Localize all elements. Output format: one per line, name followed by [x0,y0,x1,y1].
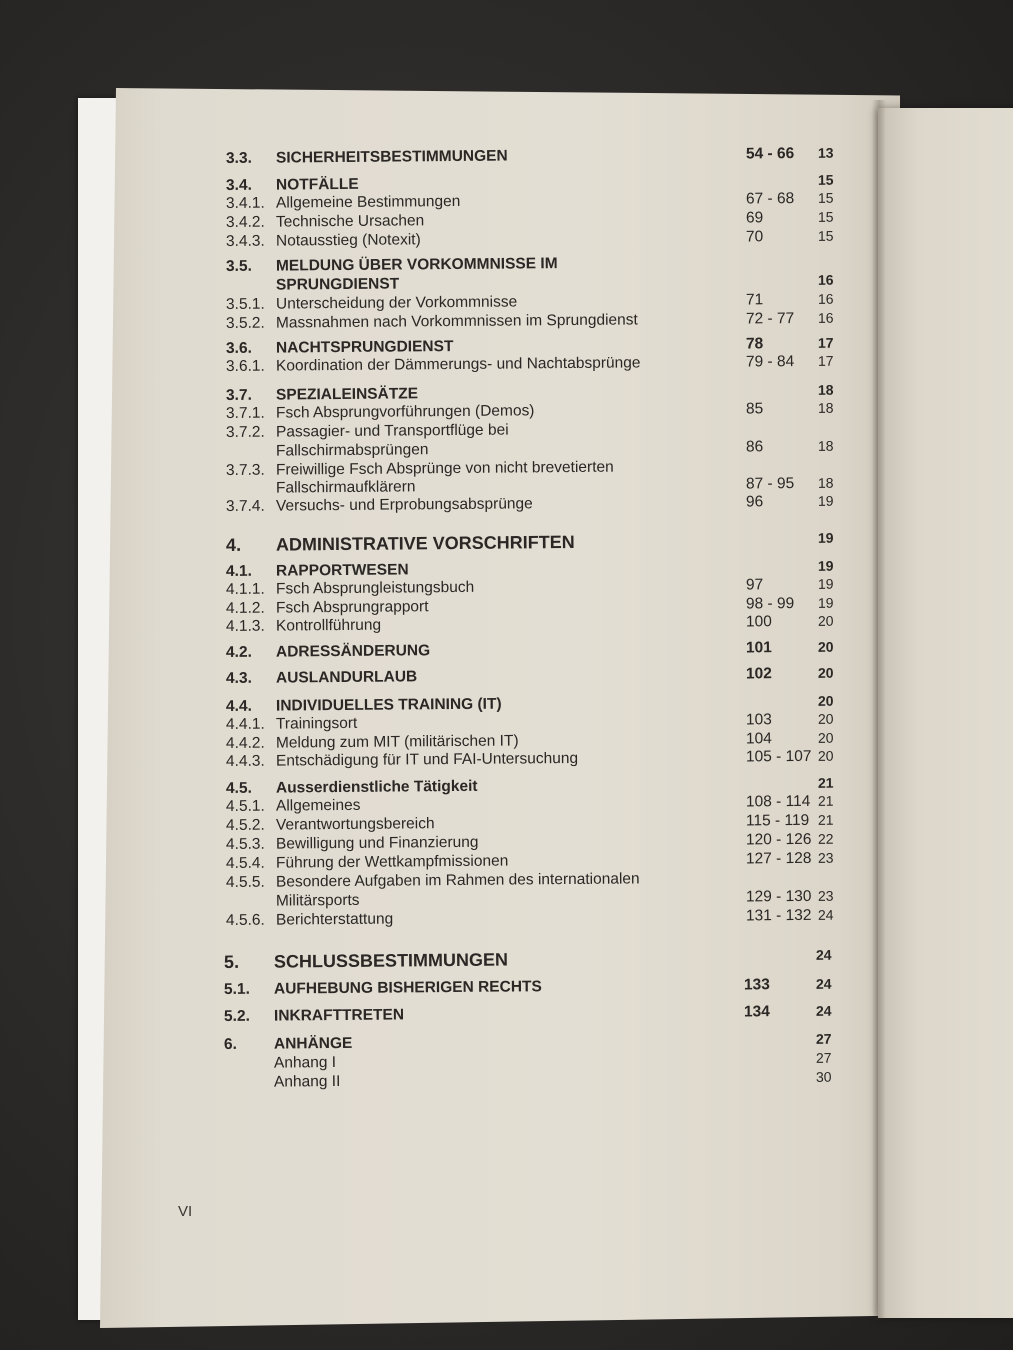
toc-entry [226,639,846,664]
toc-page: 19 [817,492,834,509]
toc-page: 19 [817,575,834,592]
toc-title: Versuchs- und Erprobungsabsprünge [275,495,533,515]
toc-entry [226,228,846,253]
toc-title: SCHLUSSBESTIMMUNGEN [273,949,509,972]
toc-title: Fallschirmaufklärern [275,478,416,497]
toc-section-range: 72 - 77 [745,310,795,328]
toc-page: 15 [817,208,834,225]
toc-page: 13 [817,144,834,161]
toc-entry [226,665,846,690]
toc-entry [226,493,846,518]
toc-title: Ausserdienstliche Tätigkeit [275,777,478,797]
toc-title: Koordination der Dämmerungs- und Nachtabsprünge [275,354,641,375]
toc-section-range: 85 [745,400,764,418]
toc-title: Passagier- und Transportflüge bei [275,421,509,441]
toc-number: 4.5.2. [225,816,265,834]
toc-page: 20 [817,729,834,746]
toc-title: AUFHEBUNG BISHERIGEN RECHTS [273,978,542,998]
toc-number: 4.5.4. [225,854,265,872]
toc-entry [226,353,846,378]
toc-title: Fsch Absprungleistungsbuch [275,578,475,598]
toc-section-range: 100 [745,613,772,631]
toc-page: 16 [817,309,834,326]
toc-title: NACHTSPRUNGDIENST [275,338,454,357]
toc-number: 4.3. [225,669,252,687]
page-number: VI [178,1203,193,1220]
toc-title: SPEZIALEINSÄTZE [275,385,419,404]
toc-number: 4.4.2. [225,734,265,752]
toc-number: 3.4.1. [225,194,265,212]
toc-page: 17 [817,334,834,351]
toc-title: Berichterstattung [275,910,394,929]
toc-title: Technische Ursachen [275,212,425,231]
toc-number: 4.4. [225,697,252,715]
toc-section-range: 134 [743,1003,770,1021]
toc-page: 18 [817,474,834,491]
toc-number: 3.4.3. [225,232,265,250]
toc-title: INKRAFTTRETEN [273,1006,405,1025]
toc-section-range: 54 - 66 [745,145,795,163]
toc-number: 3.5. [225,257,252,275]
toc-entry [224,947,844,972]
toc-page: 15 [817,189,834,206]
toc-number: 3.5.1. [225,295,265,313]
toc-number: 4.1.2. [225,599,265,617]
toc-page: 20 [817,638,834,655]
toc-section-range: 133 [743,976,770,994]
toc-number: 3.4.2. [225,213,265,231]
toc-title: Notausstieg (Notexit) [275,231,421,250]
toc-title: Meldung zum MIT (militärischen IT) [275,732,519,752]
toc-number: 4.2. [225,643,252,661]
toc-page: 24 [815,1002,832,1019]
toc-section-range: 97 [745,576,764,594]
toc-page: 21 [817,811,834,828]
toc-entry [226,145,846,170]
toc-section-range: 102 [745,665,772,683]
toc-page: 15 [817,171,834,188]
toc-section-range: 98 - 99 [745,595,795,613]
toc-number: 5. [223,951,240,972]
toc-title: Massnahmen nach Vorkommnissen im Sprungdienst [275,311,638,332]
toc-number: 4.5.3. [225,835,265,853]
toc-page: 16 [817,271,834,288]
toc-entry [226,530,846,555]
toc-page: 19 [817,594,834,611]
toc-page: 23 [817,849,834,866]
toc-number: 4.5.1. [225,797,265,815]
toc-page: 27 [815,1030,832,1047]
toc-page: 19 [817,557,834,574]
toc-title: Fsch Absprungvorführungen (Demos) [275,402,535,422]
toc-number: 4.1. [225,562,252,580]
toc-entry [226,907,846,932]
toc-number: 3.3. [225,149,252,167]
toc-title: ADMINISTRATIVE VORSCHRIFTEN [275,531,575,555]
toc-title: Unterscheidung der Vorkommnisse [275,293,518,313]
toc-number: 4.4.1. [225,715,265,733]
toc-title: Militärsports [275,891,360,910]
toc-page: 20 [817,747,834,764]
toc-number: 4.1.3. [225,617,265,635]
toc-page: 20 [817,612,834,629]
toc-number: 3.6. [225,339,252,357]
toc-section-range: 87 - 95 [745,475,795,493]
toc-page: 21 [817,792,834,809]
toc-number: 5.2. [223,1007,250,1025]
toc-number: 3.7.2. [225,423,265,441]
toc-title: ANHÄNGE [273,1034,353,1053]
toc-page: 22 [817,830,834,847]
toc-number: 3.7.1. [225,404,265,422]
toc-title: Verantwortungsbereich [275,815,435,834]
toc-title: Bewilligung und Finanzierung [275,833,479,853]
toc-section-range: 131 - 132 [745,906,812,925]
toc-title: AUSLANDURLAUB [275,668,418,687]
toc-number: 3.6.1. [225,357,265,375]
toc-page: 20 [817,710,834,727]
toc-page: 18 [817,381,834,398]
toc-title: RAPPORTWESEN [275,561,409,580]
toc-title: Fallschirmabsprüngen [275,441,429,460]
toc-page: 23 [817,887,834,904]
toc-page: 18 [817,399,834,416]
toc-section-range: 104 [745,730,772,748]
toc-page: 18 [817,437,834,454]
toc-number: 4.1.1. [225,580,265,598]
toc-title: Trainingsort [275,714,358,733]
toc-section-range: 120 - 126 [745,830,812,849]
toc-number: 3.7. [225,386,252,404]
toc-title: ADRESSÄNDERUNG [275,642,431,661]
toc-number: 4.5.5. [225,873,265,891]
toc-number: 4.5. [225,779,252,797]
toc-title: Kontrollführung [275,616,382,635]
toc-entry [226,748,846,773]
toc-title: Anhang II [273,1072,341,1091]
toc-title: Entschädigung für IT und FAI-Untersuchung [275,749,579,770]
toc-number: 4.4.3. [225,752,265,770]
toc-page: 16 [817,290,834,307]
toc-section-range: 105 - 107 [745,747,812,766]
toc-page: 21 [817,774,834,791]
toc-number: 4. [225,534,242,555]
toc-number: 3.7.3. [225,461,265,479]
toc-title: SICHERHEITSBESTIMMUNGEN [275,147,508,167]
toc-page: 17 [817,352,834,369]
toc-page: 20 [817,692,834,709]
toc-title: Allgemeines [275,796,361,815]
toc-title: Allgemeine Bestimmungen [275,192,461,212]
toc-number: 4.5.6. [225,911,265,929]
toc-number: 3.7.4. [225,497,265,515]
toc-page: 19 [817,529,834,546]
toc-section-range: 108 - 114 [745,792,811,811]
toc-entry [224,1003,844,1028]
toc-section-range: 129 - 130 [745,887,812,906]
toc-entry [224,1069,844,1094]
toc-section-range: 70 [745,228,764,246]
toc-page: 15 [817,227,834,244]
toc-page: 24 [815,946,832,963]
toc-section-range: 115 - 119 [745,811,810,830]
toc-section-range: 103 [745,711,772,729]
toc-section-range: 96 [745,493,764,511]
toc-title: Anhang I [273,1054,337,1072]
toc-section-range: 127 - 128 [745,849,812,868]
toc-section-range: 67 - 68 [745,190,795,208]
toc-title: SPRUNGDIENST [275,275,400,294]
toc-entry [224,976,844,1001]
toc-title: NOTFÄLLE [275,175,359,194]
toc-page: 24 [817,906,834,923]
toc-page: 20 [817,664,834,681]
toc-section-range: 69 [745,209,764,227]
toc-title: Besondere Aufgaben im Rahmen des internationalen [275,870,640,891]
toc-number: 3.5.2. [225,314,265,332]
toc-title: MELDUNG ÜBER VORKOMMNISSE IM [275,255,558,275]
toc-title: Führung der Wettkampfmissionen [275,852,509,872]
toc-page: 27 [815,1049,832,1066]
toc-title: Fsch Absprungrapport [275,598,429,617]
toc-page: 24 [815,975,832,992]
toc-page: 30 [815,1068,832,1085]
toc-section-range: 79 - 84 [745,353,795,371]
toc-section-range: 101 [745,639,772,657]
toc-number: 5.1. [223,980,250,998]
toc-entry [226,613,846,638]
toc-number: 6. [223,1035,237,1053]
toc-title: Freiwillige Fsch Absprünge von nicht brevetierten [275,458,614,479]
toc-title: INDIVIDUELLES TRAINING (IT) [275,695,502,715]
toc-section-range: 71 [745,291,764,309]
toc-entry [226,310,846,335]
toc-section-range: 86 [745,438,764,456]
toc-section-range: 78 [745,335,764,353]
toc-number: 3.4. [225,176,252,194]
